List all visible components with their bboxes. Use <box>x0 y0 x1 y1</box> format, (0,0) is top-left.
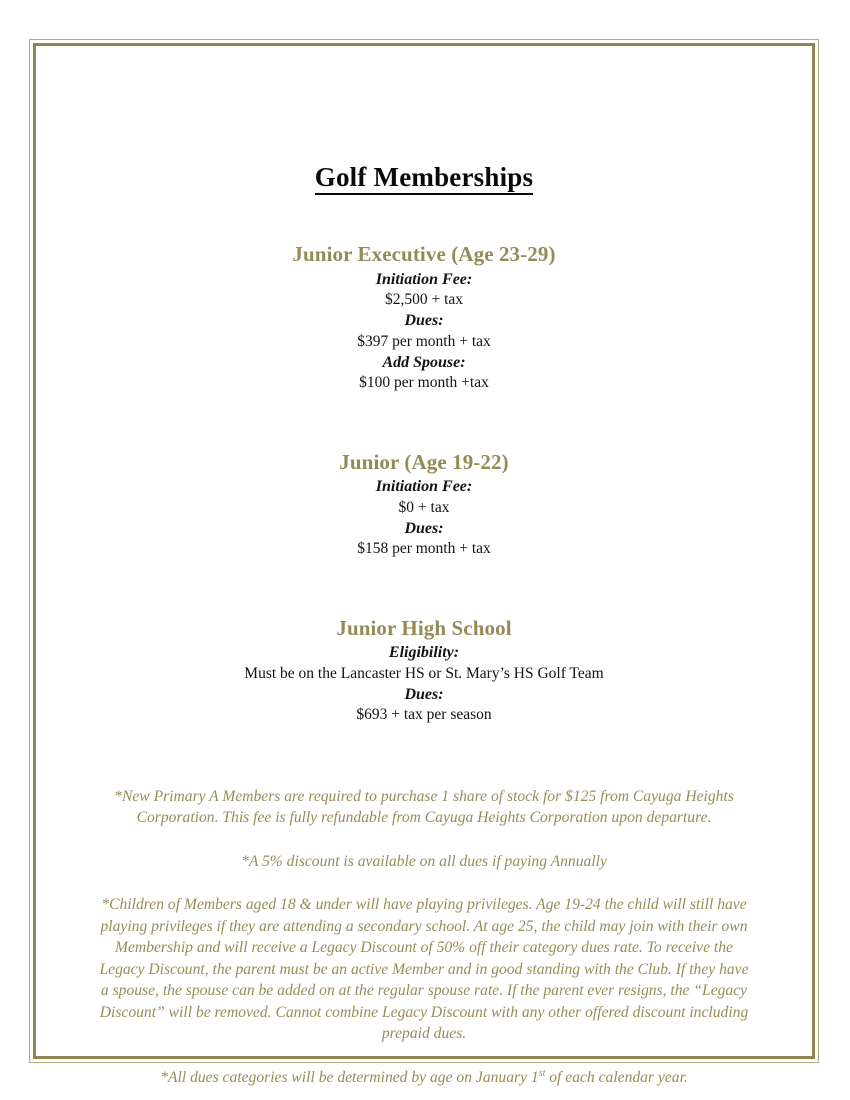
footnotes <box>44 786 804 1089</box>
detail-label: Add Spouse: <box>382 353 466 371</box>
footnote-stock-purchase: *New Primary A Members are required to purchase 1 share of stock for $125 from Cayuga Heights Corporation. This fee is fully refundable from Cayuga Heights Corporation upon departure. <box>114 787 734 827</box>
detail-value: $100 per month +tax <box>359 374 489 392</box>
detail-value: $2,500 + tax <box>384 291 464 309</box>
detail-label: Eligibility: <box>388 644 460 662</box>
membership-section-junior-executive <box>44 242 804 394</box>
page-title-text: Golf Memberships <box>315 162 533 195</box>
footnote-age-suffix: of each calendar year. <box>545 1068 688 1086</box>
detail-label: Initiation Fee: <box>375 478 473 496</box>
footnote-age-determination <box>74 1067 774 1089</box>
page-title <box>44 54 804 193</box>
membership-sections <box>44 242 804 726</box>
footnote-age-prefix: *All dues categories will be determined by age on January 1 <box>160 1068 539 1086</box>
section-heading: Junior High School <box>336 615 512 640</box>
detail-value: $0 + tax <box>398 498 450 516</box>
detail-value: Must be on the Lancaster HS or St. Mary’s HS Golf Team <box>244 664 604 682</box>
detail-value: $693 + tax per season <box>356 706 492 724</box>
detail-value: $397 per month + tax <box>357 332 491 350</box>
document-content <box>44 54 804 1086</box>
membership-section-junior <box>44 450 804 560</box>
footnote-ordinal-superscript: st <box>538 1067 546 1079</box>
membership-section-junior-high-school <box>44 616 804 726</box>
footnote-annual-discount: *A 5% discount is available on all dues if paying Annually <box>241 852 607 870</box>
detail-label: Dues: <box>404 519 444 537</box>
detail-label: Dues: <box>404 685 444 703</box>
detail-value: $158 per month + tax <box>357 540 491 558</box>
detail-label: Initiation Fee: <box>375 270 473 288</box>
detail-label: Dues: <box>404 312 444 330</box>
footnote-legacy-discount: *Children of Members aged 18 & under will have playing privileges. Age 19-24 the child will still have playing privileges if they are attending a secondary school. At age 25, the child may join with their own Membership and will receive a Legacy Discount of 50% off their category dues rate. To receive the Legacy Discount, the parent must be an active Member and in good standing with the Club. If they have a spouse, the spouse can be added on at the regular spouse rate. If the parent ever resigns, the “Legacy Discount” will be removed. Cannot combine Legacy Discount with any other offered discount including prepaid dues. <box>99 896 749 1043</box>
section-heading: Junior (Age 19-22) <box>339 449 509 474</box>
section-heading: Junior Executive (Age 23-29) <box>292 242 556 266</box>
